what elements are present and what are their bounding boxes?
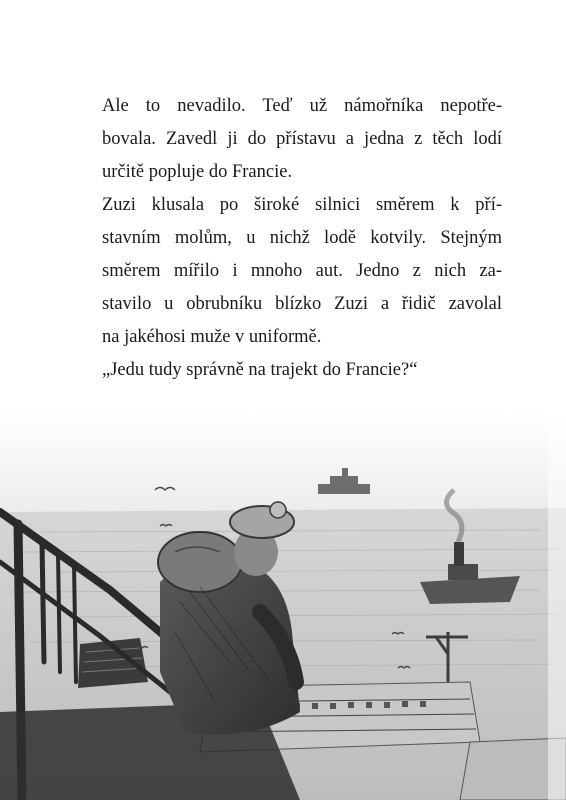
text-line: určitě popluje do Francie. — [102, 162, 293, 182]
paragraph-3 — [102, 354, 502, 387]
text-line: na jakéhosi muže v uniformě. — [102, 327, 322, 347]
text-line: Zuzi klusala po široké silnici směrem k pří- — [102, 195, 502, 215]
body-text — [102, 90, 502, 387]
sky — [0, 412, 566, 512]
text-line: Ale to nevadilo. Teď už námořníka nepotře- — [102, 96, 502, 116]
text-line: stavilo u obrubníku blízko Zuzi a řidič zavolal — [102, 294, 502, 314]
paragraph-1 — [102, 90, 502, 189]
text-line: bovala. Zavedl ji do přístavu a jedna z těch lodí — [102, 129, 502, 149]
paragraph-2 — [102, 189, 502, 354]
text-line: stavním molům, u nichž lodě kotvily. Stejným — [102, 228, 502, 248]
harbour-illustration — [0, 412, 566, 800]
text-line: „Jedu tudy správně na trajekt do Francie?“ — [102, 360, 418, 380]
paper-edge — [548, 412, 566, 800]
text-line: směrem mířilo i mnoho aut. Jedno z nich za- — [102, 261, 502, 281]
